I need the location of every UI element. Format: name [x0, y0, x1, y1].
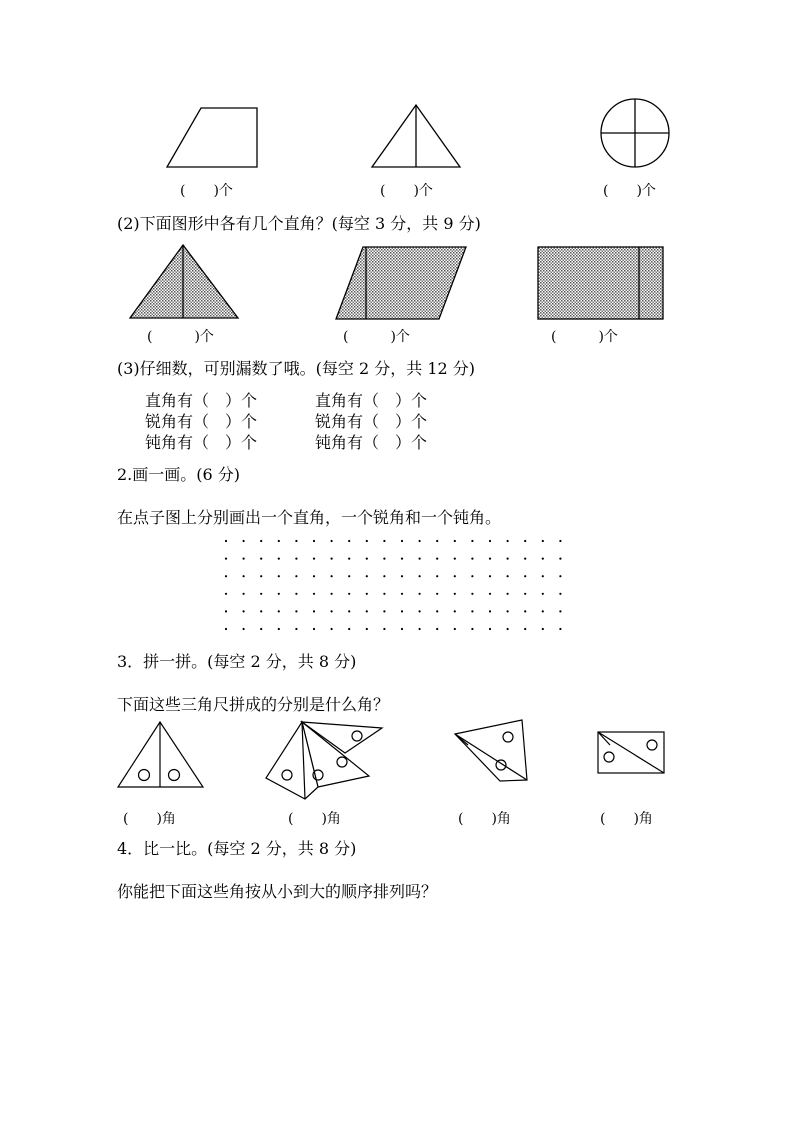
question-4-instruction: 你能把下面这些角按从小到大的顺序排列吗？ [117, 882, 438, 901]
question-3-instruction: 下面这些三角尺拼成的分别是什么角？ [117, 695, 390, 714]
set-square-pair-3 [455, 720, 527, 781]
answer-blank-4[interactable]: ( )个 [147, 329, 214, 345]
set-square-fan-2 [266, 722, 382, 799]
set-square-pair-1 [118, 722, 203, 787]
answer-blank-3[interactable]: ( )个 [603, 183, 656, 199]
question-1-2-title: (2)下面图形中各有几个直角？(每空 3 分，共 9 分) [117, 214, 481, 233]
answer-blank-6[interactable]: ( )个 [551, 329, 618, 345]
question-4-title: 4．比一比。(每空 2 分，共 8 分) [117, 839, 357, 858]
angle-answer-blank-3[interactable]: ( )角 [458, 811, 511, 827]
count-left-acute-angles[interactable]: 锐角有（ ）个 [145, 412, 258, 431]
set-square-pair-4 [598, 732, 664, 773]
question-3-title: 3．拼一拼。(每空 2 分，共 8 分) [117, 652, 357, 671]
angle-answer-blank-4[interactable]: ( )角 [600, 811, 653, 827]
answer-blank-1[interactable]: ( )个 [180, 183, 233, 199]
count-right-right-angles[interactable]: 直角有（ ）个 [315, 391, 428, 410]
question-2-instruction: 在点子图上分别画出一个直角，一个锐角和一个钝角。 [117, 508, 502, 527]
question-1-3-title: (3)仔细数，可别漏数了哦。(每空 2 分，共 12 分) [117, 359, 476, 378]
angle-answer-blank-1[interactable]: ( )角 [123, 811, 176, 827]
angle-answer-blank-2[interactable]: ( )角 [288, 811, 341, 827]
answer-blank-5[interactable]: ( )个 [343, 329, 410, 345]
count-left-obtuse-angles[interactable]: 钝角有（ ）个 [145, 433, 258, 452]
count-right-obtuse-angles[interactable]: 钝角有（ ）个 [315, 433, 428, 452]
count-right-acute-angles[interactable]: 锐角有（ ）个 [315, 412, 428, 431]
question-2-title: 2.画一画。(6 分) [117, 465, 241, 484]
answer-blank-2[interactable]: ( )个 [380, 183, 433, 199]
count-left-right-angles[interactable]: 直角有（ ）个 [145, 391, 258, 410]
